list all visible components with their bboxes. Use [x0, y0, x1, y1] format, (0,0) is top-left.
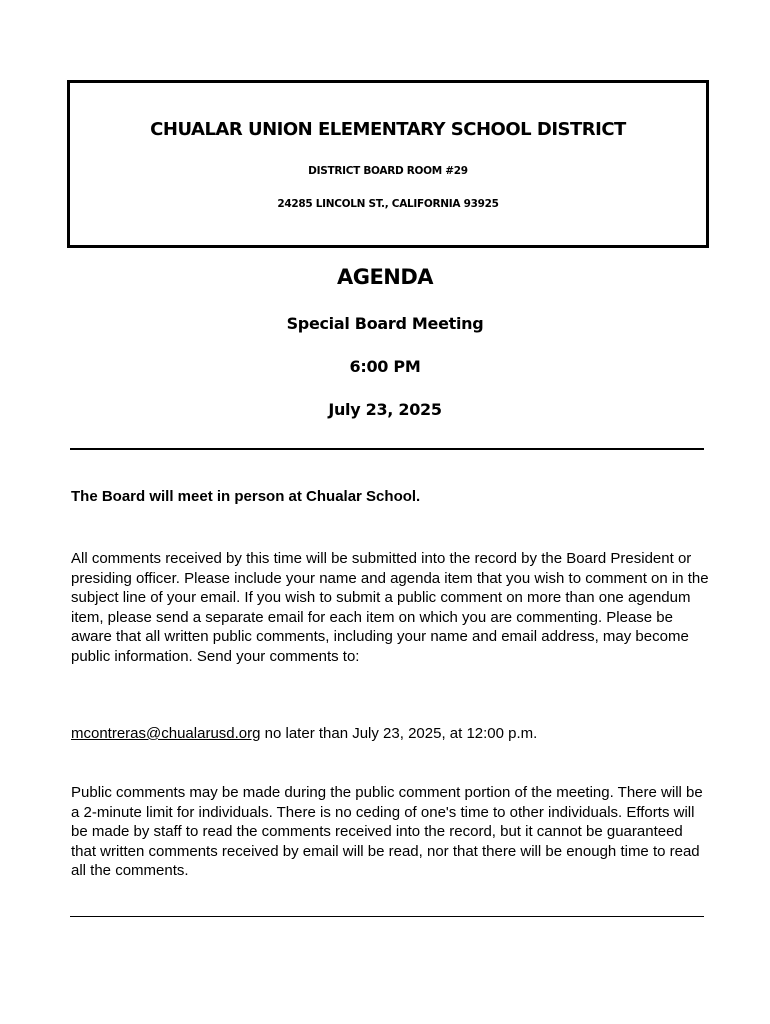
meeting-date: July 23, 2025: [328, 400, 442, 419]
public-comments-paragraph: Public comments may be made during the public comment portion of the meeting. There will be a 2-minute limit for individuals. There is no ceding of one's time to other individuals. Efforts will be made by staff to read the comments received into the record, but it cannot be guaranteed that written comments received by email will be read, nor that there will be enough time to read all the comments.: [71, 784, 703, 879]
email-link[interactable]: mcontreras@chualarusd.org: [71, 725, 261, 742]
board-room: DISTRICT BOARD ROOM #29: [308, 165, 468, 177]
meeting-time: 6:00 PM: [349, 357, 421, 376]
district-header-box: [67, 80, 709, 248]
deadline-text: no later than July 23, 2025, at 12:00 p.m.: [260, 725, 538, 742]
divider-top: [70, 448, 704, 450]
email-deadline-line: [71, 724, 711, 744]
board-meeting-note: The Board will meet in person at Chualar School.: [71, 488, 421, 505]
comments-paragraph: All comments received by this time will be submitted into the record by the Board President or presiding officer. Please include your name and agenda item that you wish to comment on in the subject line of your email. If you wish to submit a public comment on more than one agendum item, please send a separate email for each item on which you are commenting. Please be aware that all written public comments, including your name and email address, may become public information. Send your comments to:: [71, 550, 709, 665]
meeting-type: Special Board Meeting: [286, 314, 484, 333]
agenda-title: AGENDA: [336, 265, 434, 289]
divider-bottom: [70, 916, 704, 917]
district-name: CHUALAR UNION ELEMENTARY SCHOOL DISTRICT: [150, 119, 626, 140]
district-address: 24285 LINCOLN ST., CALIFORNIA 93925: [277, 198, 499, 210]
